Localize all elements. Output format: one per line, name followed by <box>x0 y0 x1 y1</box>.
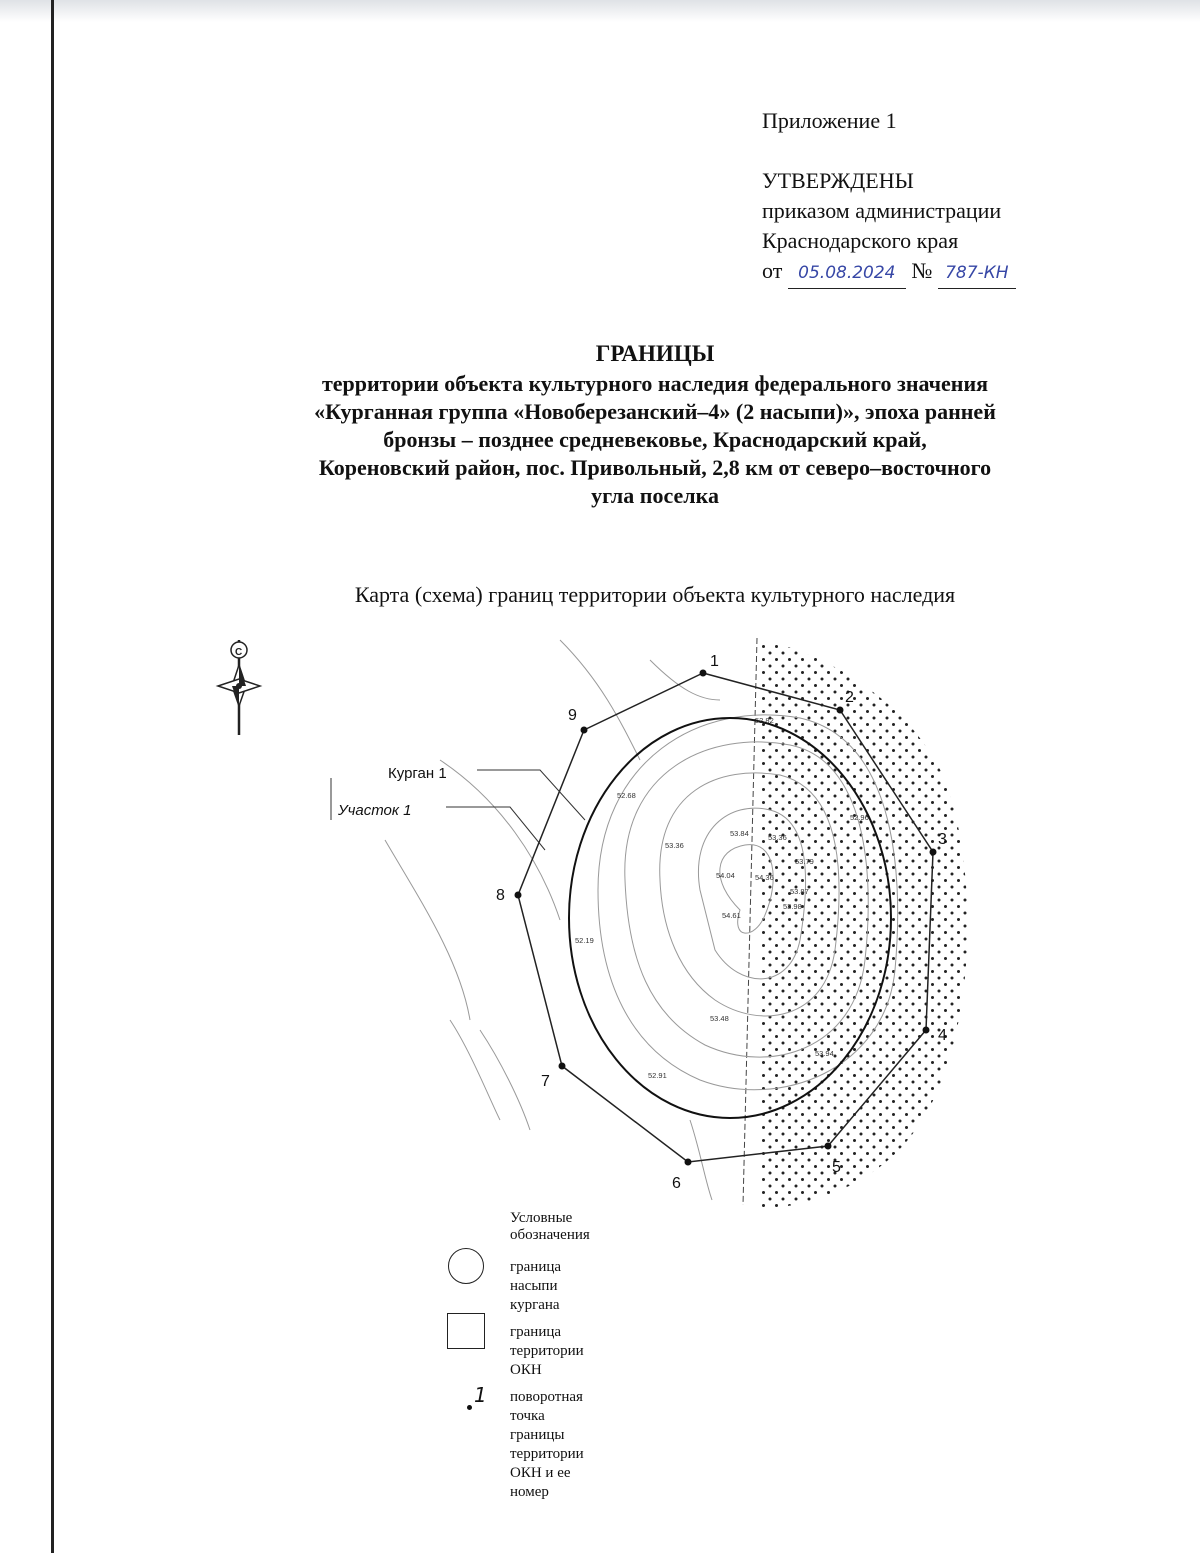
elevation-mark: 53.87 <box>790 887 809 896</box>
order-date-line <box>762 256 1016 289</box>
elevation-mark: 52.19 <box>575 936 594 945</box>
elevation-mark: 52.96 <box>850 813 869 822</box>
number-prefix: № <box>911 258 933 283</box>
title-line3: бронзы – позднее средневековье, Краснодарский край, <box>383 427 927 452</box>
point-dot <box>581 727 588 734</box>
elevation-mark: 53.36 <box>768 833 787 842</box>
label-uchastok: Участок 1 <box>338 802 412 819</box>
point-dot <box>837 707 844 714</box>
hatched-area <box>740 630 990 1210</box>
legend-item-square: граница территории ОКН <box>510 1324 584 1378</box>
point-dot <box>685 1159 692 1166</box>
point-label-5: 5 <box>832 1159 841 1176</box>
label-kurgan: Курган 1 <box>388 765 447 782</box>
legend-square-symbol <box>447 1313 485 1349</box>
scan-edge-top <box>0 0 1200 22</box>
point-dot <box>923 1027 930 1034</box>
leader-kurgan <box>477 770 585 820</box>
point-dot <box>700 670 707 677</box>
handwritten-number: 787-КН <box>938 258 1016 289</box>
point-label-3: 3 <box>938 831 947 848</box>
point-label-1: 1 <box>710 653 719 670</box>
title-line5: угла поселка <box>591 483 719 508</box>
legend-item-point <box>510 1388 584 1502</box>
legend-item-circle: граница насыпи кургана <box>510 1259 562 1313</box>
point-label-8: 8 <box>496 887 505 904</box>
elevation-mark: 53.98 <box>783 902 802 911</box>
point-dot <box>559 1063 566 1070</box>
point-label-7: 7 <box>541 1073 550 1090</box>
elevation-mark: 54.36 <box>755 873 774 882</box>
legend-title: Условные обозначения <box>510 1210 590 1243</box>
legend-point-number: 1 <box>474 1383 487 1407</box>
title-line4: Кореновский район, пос. Привольный, 2,8 км от северо–восточного <box>318 455 992 480</box>
point-label-6: 6 <box>672 1175 681 1192</box>
contour-outer <box>385 640 720 1200</box>
elevation-mark: 53.36 <box>665 841 684 850</box>
elevation-mark: 52.91 <box>648 1071 667 1080</box>
elevation-mark: 52.82 <box>755 716 774 725</box>
approved-by-line1: приказом администрации <box>762 198 1002 223</box>
point-label-2: 2 <box>845 689 854 706</box>
elevation-mark: 54.04 <box>716 871 735 880</box>
compass-north-letter: С <box>235 647 243 658</box>
elevation-mark: 53.94 <box>815 1049 834 1058</box>
legend-item-point-line1: поворотная точка границы территории <box>510 1389 584 1462</box>
point-dot <box>825 1143 832 1150</box>
approval-block <box>762 166 1016 289</box>
legend-point-dot <box>467 1405 472 1410</box>
point-dot <box>930 849 937 856</box>
title-main: ГРАНИЦЫ <box>595 341 715 366</box>
date-prefix: от <box>762 258 783 283</box>
handwritten-date: 05.08.2024 <box>788 258 906 289</box>
legend-item-point-line2: ОКН и ее номер <box>510 1465 571 1500</box>
document-title <box>120 340 1190 510</box>
elevation-mark: 53.84 <box>730 829 749 838</box>
point-label-4: 4 <box>938 1027 947 1044</box>
boundary-map <box>0 620 1200 1210</box>
point-dot <box>515 892 522 899</box>
point-label-9: 9 <box>568 707 577 724</box>
elevation-mark: 53.79 <box>795 857 814 866</box>
map-subtitle: Карта (схема) границ территории объекта культурного наследия <box>354 582 956 607</box>
title-line1: территории объекта культурного наследия федерального значения <box>321 371 989 396</box>
title-line2: «Курганная группа «Новоберезанский–4» (2 насыпи)», эпоха ранней <box>314 399 996 424</box>
elevation-mark: 52.68 <box>617 791 636 800</box>
elevation-mark: 54.61 <box>722 911 741 920</box>
legend-circle-symbol <box>448 1248 484 1284</box>
approved-by-line2: Краснодарского края <box>762 228 959 253</box>
compass-icon <box>218 640 260 735</box>
elevation-mark: 53.48 <box>710 1014 729 1023</box>
appendix-label: Приложение 1 <box>762 108 897 133</box>
approved-heading: УТВЕРЖДЕНЫ <box>762 168 914 193</box>
leader-uchastok <box>446 807 545 850</box>
